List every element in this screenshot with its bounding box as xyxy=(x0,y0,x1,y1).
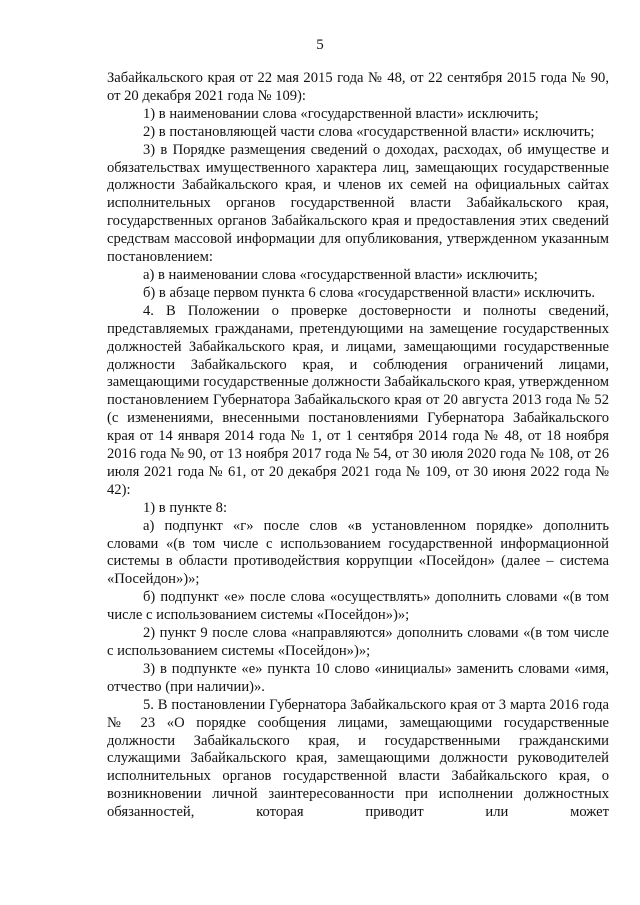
paragraph-item-1: 1) в наименовании слова «государственной власти» исключить; xyxy=(143,105,539,122)
paragraph-point-10: 3) в подпункте «е» пункта 10 слово «инициалы» заменить словами «имя, отчество (при наличии)». xyxy=(107,660,609,695)
paragraph-continuation: Забайкальского края от 22 мая 2015 года № 48, от 22 сентября 2015 года № 90, от 20 декабря 2021 года № 109): xyxy=(107,70,609,104)
paragraph-point-9: 2) пункт 9 после слова «направляются» дополнить словами «(в том числе с использованием системы «Посейдон»)»; xyxy=(107,625,609,659)
paragraph-subitem-a: а) в наименовании слова «государственной власти» исключить; xyxy=(143,266,538,283)
paragraph-section-4: 4. В Положении о проверке достоверности и полноты сведений, представляемых гражданами, претендующими на замещение государственных должностей Забайкальского края, и лицами, замещающими государственные должности Забайкальского края, и соблюдения ограничений лицами, замещающими государственные должности Забайкальского края, утвержденном постановлением Губернатора Забайкальского края от 20 августа 2013 года № 52 (с изменениями, внесенными постановлениями Губернатора Забайкальского края от 14 января 2014 года № 1, от 1 сентября 2014 года № 48, от 18 ноября 2016 года № 90, от 13 ноября 2017 года № 54, от 30 июля 2020 года № 108, от 26 июля 2021 года № 61, от 20 декабря 2021 года № 109, от 30 июня 2022 года № 42): xyxy=(107,302,609,498)
paragraph-point-8: 1) в пункте 8: xyxy=(143,499,228,516)
paragraph-item-3: 3) в Порядке размещения сведений о доходах, расходах, об имуществе и обязательствах имущественного характера лиц, замещающих государственные должности Забайкальского края, и членов их семей на официальных сайтах исполнительных органов государственной власти Забайкальского края, государственных органов Забайкальского края и предоставления этих сведений средствам массовой информации для опубликования, утвержденном указанным постановлением: xyxy=(107,141,609,266)
page-number: 5 xyxy=(316,37,324,53)
paragraph-subitem-b: б) в абзаце первом пункта 6 слова «государственной власти» исключить. xyxy=(143,284,596,301)
paragraph-section-5: 5. В постановлении Губернатора Забайкальского края от 3 марта 2016 года № 23 «О порядке сообщения лицами, замещающими государственные должности Забайкальского края, и государственными гражданскими служащими Забайкальского края, замещающими должности руководителей исполнительных органов государственной власти Забайкальского края, о возникновении личной заинтересованности при исполнении должностных обязанностей, которая приводит или может xyxy=(107,696,609,821)
document-body xyxy=(107,70,609,822)
paragraph-item-2: 2) в постановляющей части слова «государственной власти» исключить; xyxy=(143,123,595,140)
paragraph-subpoint-e: б) подпункт «е» после слова «осуществлять» дополнить словами «(в том числе с использованием системы «Посейдон»)»; xyxy=(107,589,609,624)
paragraph-subpoint-g: а) подпункт «г» после слов «в установленном порядке» дополнить словами «(в том числе с использованием государственной информационной системы в области противодействия коррупции «Посейдон» (далее – система «Посейдон»)»; xyxy=(107,517,609,588)
